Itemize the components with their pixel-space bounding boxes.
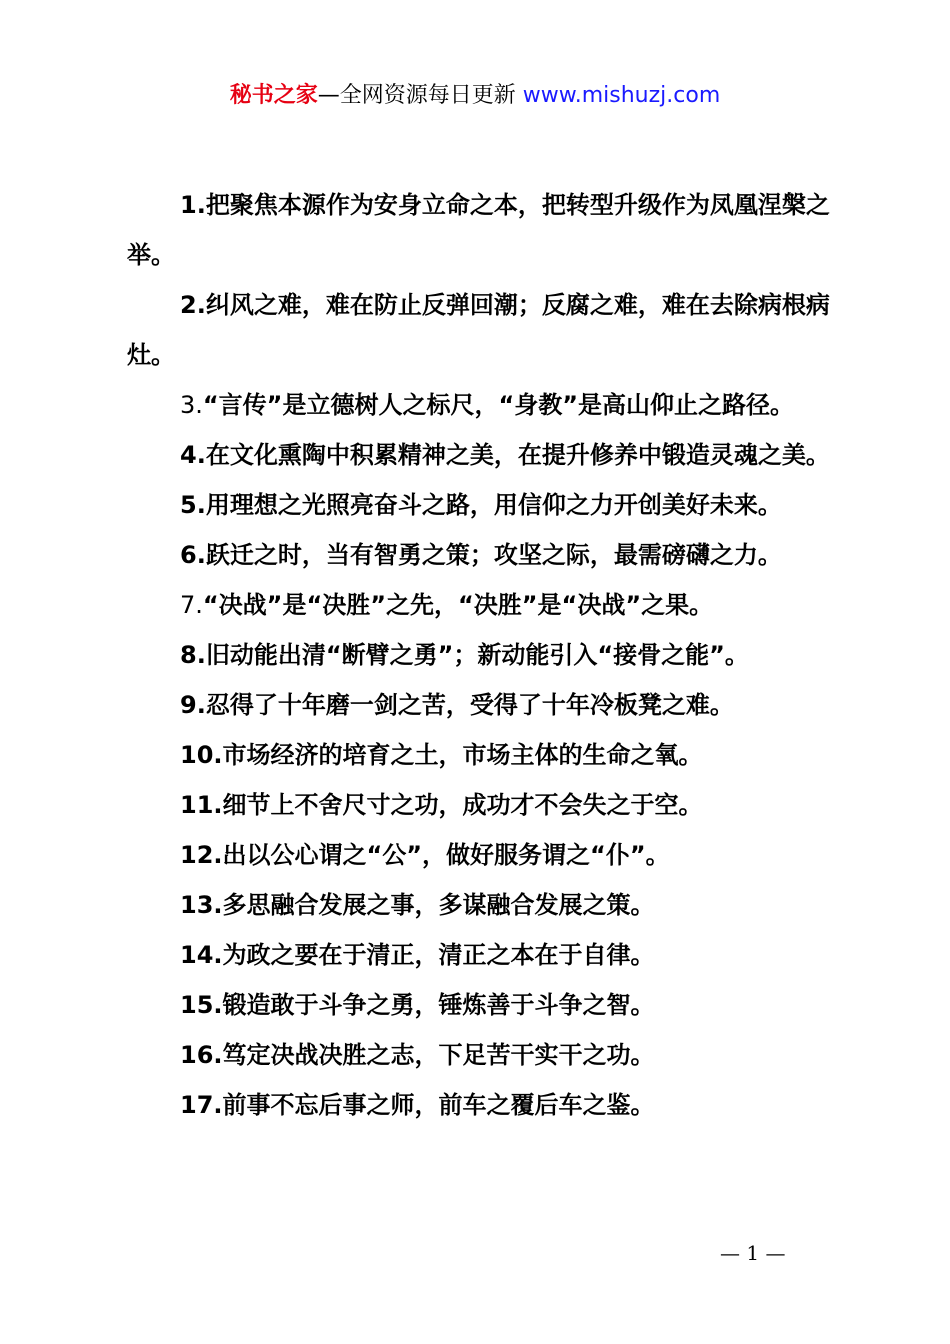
list-item <box>127 430 837 480</box>
item-text: 细节上不舍尺寸之功，成功才不会失之于空。 <box>222 791 703 819</box>
list-item <box>127 1080 837 1130</box>
item-number: 5. <box>180 491 206 519</box>
item-text: 前事不忘后事之师，前车之覆后车之鉴。 <box>222 1091 655 1119</box>
item-text: “言传”是立德树人之标尺，“身教”是高山仰止之路径。 <box>202 391 794 419</box>
item-number: 3. <box>180 391 203 419</box>
item-number: 2. <box>180 291 206 319</box>
item-number: 11. <box>180 791 223 819</box>
item-text: 笃定决战决胜之志，下足苦干实干之功。 <box>222 1041 655 1069</box>
list-item <box>127 680 837 730</box>
list-item <box>127 180 837 280</box>
item-number: 10. <box>180 741 223 769</box>
site-header <box>0 80 950 112</box>
item-number: 14. <box>180 941 223 969</box>
list-item <box>127 780 837 830</box>
site-brand: 秘书之家 <box>229 83 318 108</box>
list-item <box>127 980 837 1030</box>
item-number: 15. <box>180 991 223 1019</box>
item-text: 市场经济的培育之土，市场主体的生命之氧。 <box>222 741 703 769</box>
item-text: 纠风之难，难在防止反弹回潮；反腐之难，难在去除病根病灶。 <box>127 291 830 369</box>
document-body <box>127 180 837 1130</box>
item-text: 为政之要在于清正，清正之本在于自律。 <box>222 941 655 969</box>
list-item <box>127 930 837 980</box>
item-text: 多思融合发展之事，多谋融合发展之策。 <box>222 891 655 919</box>
item-text: 旧动能出清“断臂之勇”；新动能引入“接骨之能”。 <box>205 641 749 669</box>
list-item <box>127 530 837 580</box>
item-number: 17. <box>180 1091 223 1119</box>
item-text: 锻造敢于斗争之勇，锤炼善于斗争之智。 <box>222 991 655 1019</box>
list-item <box>127 630 837 680</box>
page-number: — 1 — <box>720 1241 786 1265</box>
item-text: 用理想之光照亮奋斗之路，用信仰之力开创美好未来。 <box>205 491 782 519</box>
list-item <box>127 280 837 380</box>
list-item <box>127 480 837 530</box>
item-text: “决战”是“决胜”之先，“决胜”是“决战”之果。 <box>202 591 714 619</box>
list-item <box>127 830 837 880</box>
item-number: 8. <box>180 641 206 669</box>
list-item <box>127 380 837 430</box>
item-number: 7. <box>180 591 203 619</box>
list-item <box>127 580 837 630</box>
item-text: 跃迁之时，当有智勇之策；攻坚之际，最需磅礴之力。 <box>205 541 782 569</box>
item-text: 在文化熏陶中积累精神之美，在提升修养中锻造灵魂之美。 <box>205 441 830 469</box>
list-item <box>127 730 837 780</box>
site-url-link[interactable]: www.mishuzj.com <box>522 83 721 108</box>
item-text: 忍得了十年磨一剑之苦，受得了十年冷板凳之难。 <box>205 691 734 719</box>
item-number: 6. <box>180 541 206 569</box>
site-tagline: —全网资源每日更新 <box>317 83 516 108</box>
list-item <box>127 1030 837 1080</box>
item-number: 4. <box>180 441 206 469</box>
item-number: 9. <box>180 691 206 719</box>
item-number: 13. <box>180 891 223 919</box>
item-number: 12. <box>180 841 223 869</box>
item-number: 16. <box>180 1041 223 1069</box>
item-number: 1. <box>180 191 206 219</box>
item-text: 出以公心谓之“公”，做好服务谓之“仆”。 <box>222 841 670 869</box>
list-item <box>127 880 837 930</box>
item-text: 把聚焦本源作为安身立命之本，把转型升级作为凤凰涅槃之举。 <box>127 191 830 269</box>
